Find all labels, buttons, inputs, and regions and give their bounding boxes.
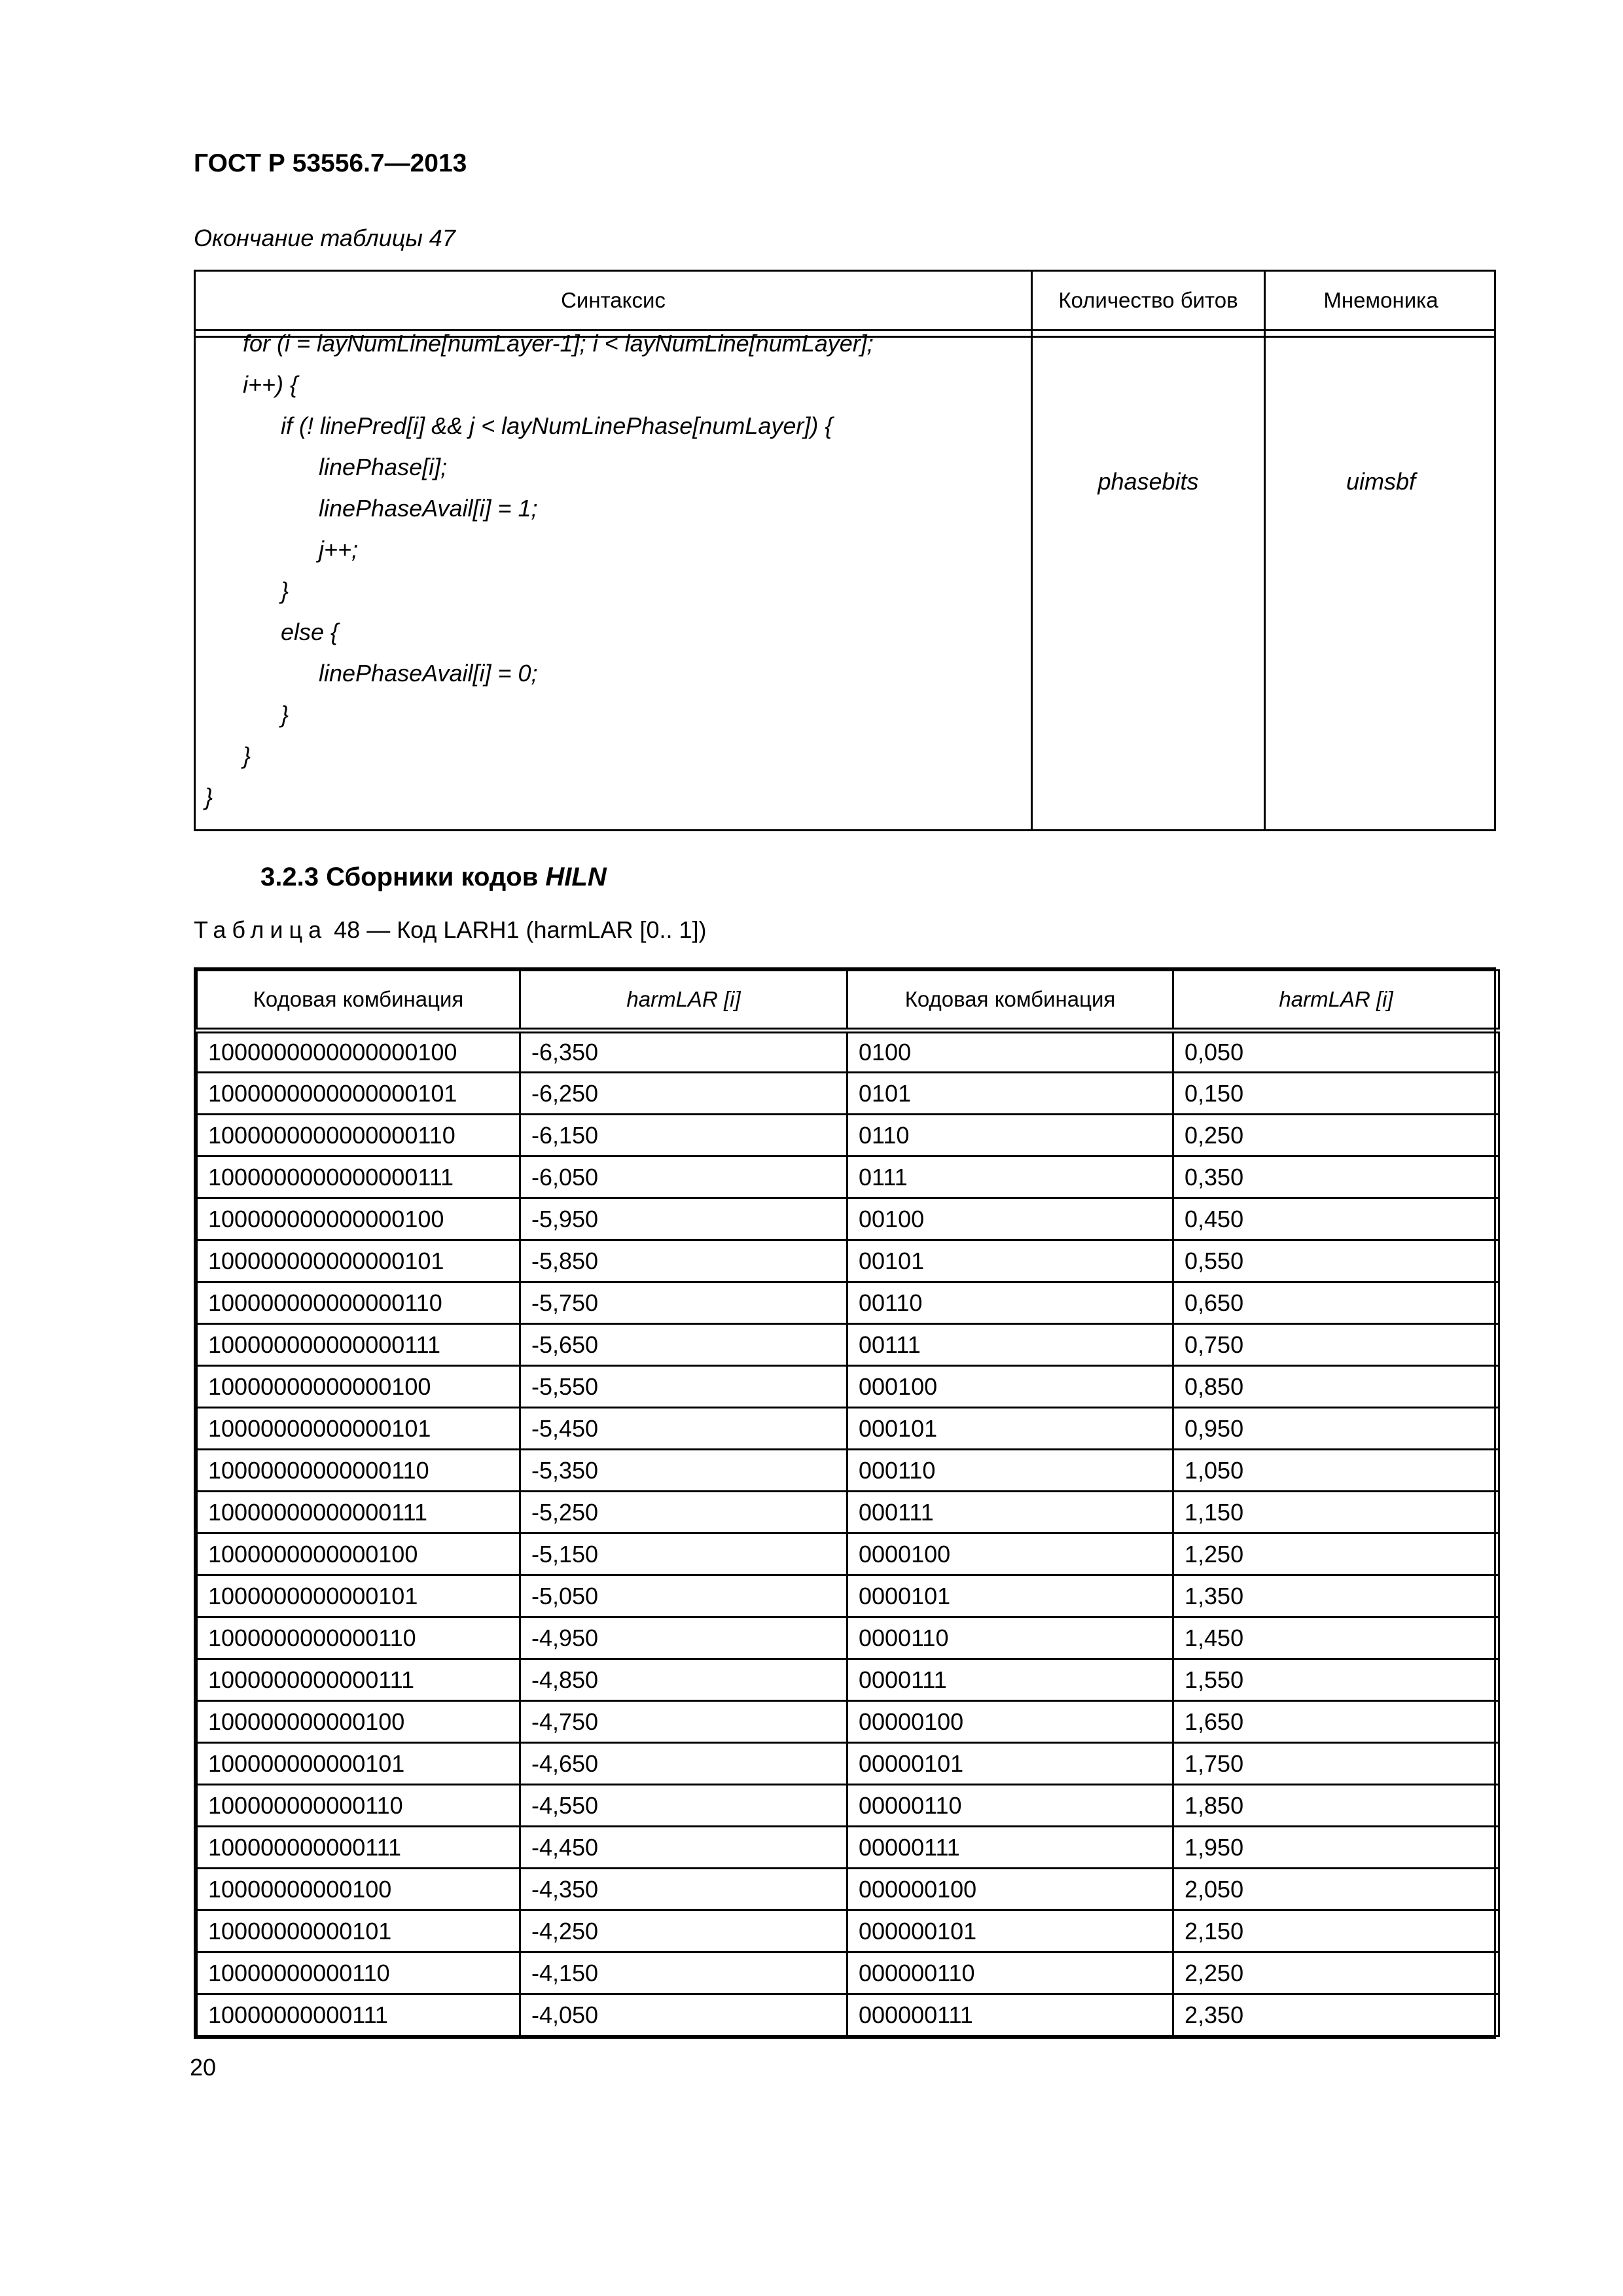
table-row bbox=[197, 1450, 1499, 1492]
code-combination-cell: 10000000000000110 bbox=[197, 1450, 520, 1492]
code-line: linePhaseAvail[i] = 0; bbox=[319, 660, 538, 687]
table-row bbox=[197, 1827, 1499, 1869]
harmlar-value-cell: 0,250 bbox=[1173, 1115, 1499, 1157]
code-combination-cell: 1000000000000101 bbox=[197, 1575, 520, 1617]
code-combination-cell: 000000100 bbox=[847, 1869, 1173, 1910]
code-combination-cell: 100000000000110 bbox=[197, 1785, 520, 1827]
code-combination-cell: 100000000000000111 bbox=[197, 1324, 520, 1366]
harmlar-value-cell: -5,550 bbox=[520, 1366, 847, 1408]
harmlar-value-cell: 0,450 bbox=[1173, 1198, 1499, 1240]
harmlar-value-cell: 1,850 bbox=[1173, 1785, 1499, 1827]
code-combination-cell: 000000110 bbox=[847, 1952, 1173, 1994]
code-combination-cell: 10000000000000100 bbox=[197, 1366, 520, 1408]
harmlar-value-cell: 0,350 bbox=[1173, 1157, 1499, 1198]
code-combination-cell: 1000000000000000100 bbox=[197, 1031, 520, 1073]
code-line: for (i = layNumLine[numLayer-1]; i < layNumLine[numLayer]; bbox=[243, 330, 874, 357]
code-combination-cell: 000110 bbox=[847, 1450, 1173, 1492]
code-combination-cell: 0000110 bbox=[847, 1617, 1173, 1659]
code-line: else { bbox=[281, 619, 339, 645]
code-combination-cell: 100000000000100 bbox=[197, 1701, 520, 1743]
harmlar-value-cell: 0,050 bbox=[1173, 1031, 1499, 1073]
code-combination-cell: 00000101 bbox=[847, 1743, 1173, 1785]
harmlar-value-cell: 1,650 bbox=[1173, 1701, 1499, 1743]
harmlar-value-cell: -5,950 bbox=[520, 1198, 847, 1240]
harmlar-value-cell: -4,950 bbox=[520, 1617, 847, 1659]
harmlar-value-cell: 1,350 bbox=[1173, 1575, 1499, 1617]
code-combination-cell: 00000111 bbox=[847, 1827, 1173, 1869]
code-combination-cell: 00111 bbox=[847, 1324, 1173, 1366]
table-row bbox=[197, 1701, 1499, 1743]
section-title-text: 3.2.3 Сборники кодов bbox=[260, 863, 546, 891]
table-row bbox=[197, 1534, 1499, 1575]
table48-caption-word: Таблица bbox=[194, 916, 328, 943]
harmlar-value-cell: -5,450 bbox=[520, 1408, 847, 1450]
code-combination-cell: 000000111 bbox=[847, 1994, 1173, 2036]
harmlar-value-cell: -4,250 bbox=[520, 1910, 847, 1952]
code-combination-cell: 0000101 bbox=[847, 1575, 1173, 1617]
code-combination-cell: 0000100 bbox=[847, 1534, 1173, 1575]
code-line: } bbox=[205, 783, 213, 810]
code-combination-cell: 1000000000000110 bbox=[197, 1617, 520, 1659]
table-row bbox=[197, 1617, 1499, 1659]
harmlar-value-cell: 0,950 bbox=[1173, 1408, 1499, 1450]
code-combination-cell: 100000000000000110 bbox=[197, 1282, 520, 1324]
code-line: } bbox=[281, 701, 289, 728]
harmlar-value-cell: -4,450 bbox=[520, 1827, 847, 1869]
table-row bbox=[197, 1240, 1499, 1282]
harmlar-value-cell: 0,850 bbox=[1173, 1366, 1499, 1408]
table47-divider bbox=[1031, 272, 1033, 829]
code-combination-cell: 000100 bbox=[847, 1366, 1173, 1408]
table-row bbox=[197, 1492, 1499, 1534]
header-harmlar: harmLAR [i] bbox=[520, 971, 847, 1031]
harmlar-value-cell: -4,350 bbox=[520, 1869, 847, 1910]
harmlar-value-cell: -6,150 bbox=[520, 1115, 847, 1157]
code-combination-cell: 00100 bbox=[847, 1198, 1173, 1240]
table-row bbox=[197, 1073, 1499, 1115]
page-number: 20 bbox=[190, 2054, 217, 2081]
harmlar-value-cell: -5,050 bbox=[520, 1575, 847, 1617]
harmlar-value-cell: -6,350 bbox=[520, 1031, 847, 1073]
code-combination-cell: 0100 bbox=[847, 1031, 1173, 1073]
header-harmlar: harmLAR [i] bbox=[1173, 971, 1499, 1031]
code-combination-cell: 0101 bbox=[847, 1073, 1173, 1115]
table-row bbox=[197, 1366, 1499, 1408]
table-row bbox=[197, 1994, 1499, 2036]
table47-divider bbox=[1264, 272, 1266, 829]
table-row bbox=[197, 1408, 1499, 1450]
table47 bbox=[194, 270, 1496, 831]
code-combination-cell: 10000000000000101 bbox=[197, 1408, 520, 1450]
table48-caption bbox=[194, 916, 707, 944]
code-combination-cell: 00110 bbox=[847, 1282, 1173, 1324]
table48-header-row bbox=[197, 971, 1499, 1031]
table48-caption-text: 48 — Код LARH1 (harmLAR [0.. 1]) bbox=[327, 916, 707, 943]
code-combination-cell: 000101 bbox=[847, 1408, 1173, 1450]
table-row bbox=[197, 1031, 1499, 1073]
code-combination-cell: 100000000000101 bbox=[197, 1743, 520, 1785]
harmlar-value-cell: 1,150 bbox=[1173, 1492, 1499, 1534]
code-combination-cell: 000111 bbox=[847, 1492, 1173, 1534]
harmlar-value-cell: -4,850 bbox=[520, 1659, 847, 1701]
table-row bbox=[197, 1115, 1499, 1157]
code-line: } bbox=[243, 742, 251, 769]
code-combination-cell: 00000100 bbox=[847, 1701, 1173, 1743]
harmlar-value-cell: 0,150 bbox=[1173, 1073, 1499, 1115]
code-line: linePhaseAvail[i] = 1; bbox=[319, 495, 538, 522]
code-combination-cell: 1000000000000100 bbox=[197, 1534, 520, 1575]
code-combination-cell: 100000000000111 bbox=[197, 1827, 520, 1869]
table-row bbox=[197, 1198, 1499, 1240]
section-title bbox=[260, 863, 607, 892]
harmlar-value-cell: 1,450 bbox=[1173, 1617, 1499, 1659]
code-line: i++) { bbox=[243, 371, 298, 398]
harmlar-value-cell: -6,250 bbox=[520, 1073, 847, 1115]
code-combination-cell: 10000000000110 bbox=[197, 1952, 520, 1994]
table-row bbox=[197, 1743, 1499, 1785]
harmlar-value-cell: -4,150 bbox=[520, 1952, 847, 1994]
code-combination-cell: 10000000000000111 bbox=[197, 1492, 520, 1534]
table-row bbox=[197, 1952, 1499, 1994]
harmlar-value-cell: -5,250 bbox=[520, 1492, 847, 1534]
harmlar-value-cell: -4,650 bbox=[520, 1743, 847, 1785]
harmlar-value-cell: -4,550 bbox=[520, 1785, 847, 1827]
code-combination-cell: 1000000000000000101 bbox=[197, 1073, 520, 1115]
table-row bbox=[197, 1324, 1499, 1366]
harmlar-value-cell: -5,350 bbox=[520, 1450, 847, 1492]
harmlar-value-cell: -5,750 bbox=[520, 1282, 847, 1324]
table-row bbox=[197, 1157, 1499, 1198]
section-title-italic: HILN bbox=[545, 863, 607, 891]
table47-caption: Окончание таблицы 47 bbox=[194, 224, 455, 251]
code-combination-cell: 100000000000000100 bbox=[197, 1198, 520, 1240]
table47-header-mnemonic: Мнемоника bbox=[1323, 288, 1438, 312]
harmlar-value-cell: -4,750 bbox=[520, 1701, 847, 1743]
table47-header-bits: Количество битов bbox=[1058, 288, 1238, 312]
code-combination-cell: 1000000000000111 bbox=[197, 1659, 520, 1701]
harmlar-value-cell: 0,550 bbox=[1173, 1240, 1499, 1282]
harmlar-value-cell: -6,050 bbox=[520, 1157, 847, 1198]
code-combination-cell: 0110 bbox=[847, 1115, 1173, 1157]
header-code-combination: Кодовая комбинация bbox=[847, 971, 1173, 1031]
harmlar-value-cell: 1,950 bbox=[1173, 1827, 1499, 1869]
harmlar-value-cell: -4,050 bbox=[520, 1994, 847, 2036]
code-line: } bbox=[281, 577, 289, 604]
table-row bbox=[197, 1785, 1499, 1827]
code-line: if (! linePred[i] && j < layNumLinePhase[numLayer]) { bbox=[281, 412, 833, 439]
harmlar-value-cell: 0,750 bbox=[1173, 1324, 1499, 1366]
code-combination-cell: 1000000000000000110 bbox=[197, 1115, 520, 1157]
mnemonic-value: uimsbf bbox=[1346, 468, 1416, 495]
harmlar-value-cell: -5,850 bbox=[520, 1240, 847, 1282]
harmlar-value-cell: 1,550 bbox=[1173, 1659, 1499, 1701]
code-combination-cell: 10000000000101 bbox=[197, 1910, 520, 1952]
bits-value: phasebits bbox=[1097, 468, 1199, 495]
harmlar-value-cell: 1,250 bbox=[1173, 1534, 1499, 1575]
table48-body bbox=[197, 1031, 1499, 2036]
table-row bbox=[197, 1659, 1499, 1701]
header-code-combination: Кодовая комбинация bbox=[197, 971, 520, 1031]
code-line: j++; bbox=[319, 536, 359, 563]
harmlar-value-cell: 2,350 bbox=[1173, 1994, 1499, 2036]
harmlar-value-cell: -5,650 bbox=[520, 1324, 847, 1366]
table-row bbox=[197, 1910, 1499, 1952]
code-combination-cell: 1000000000000000111 bbox=[197, 1157, 520, 1198]
table-row bbox=[197, 1575, 1499, 1617]
harmlar-value-cell: -5,150 bbox=[520, 1534, 847, 1575]
harmlar-value-cell: 2,250 bbox=[1173, 1952, 1499, 1994]
table47-header-syntax: Синтаксис bbox=[561, 288, 666, 312]
code-combination-cell: 00000110 bbox=[847, 1785, 1173, 1827]
harmlar-value-cell: 1,050 bbox=[1173, 1450, 1499, 1492]
code-combination-cell: 0111 bbox=[847, 1157, 1173, 1198]
code-combination-cell: 10000000000111 bbox=[197, 1994, 520, 2036]
harmlar-value-cell: 2,150 bbox=[1173, 1910, 1499, 1952]
table48 bbox=[194, 967, 1496, 2039]
code-line: linePhase[i]; bbox=[319, 454, 448, 480]
document-header: ГОСТ Р 53556.7—2013 bbox=[194, 149, 467, 177]
code-combination-cell: 10000000000100 bbox=[197, 1869, 520, 1910]
harmlar-value-cell: 2,050 bbox=[1173, 1869, 1499, 1910]
code-combination-cell: 000000101 bbox=[847, 1910, 1173, 1952]
code-combination-cell: 0000111 bbox=[847, 1659, 1173, 1701]
table-row bbox=[197, 1869, 1499, 1910]
table-row bbox=[197, 1282, 1499, 1324]
harmlar-value-cell: 0,650 bbox=[1173, 1282, 1499, 1324]
code-combination-cell: 100000000000000101 bbox=[197, 1240, 520, 1282]
code-combination-cell: 00101 bbox=[847, 1240, 1173, 1282]
harmlar-value-cell: 1,750 bbox=[1173, 1743, 1499, 1785]
